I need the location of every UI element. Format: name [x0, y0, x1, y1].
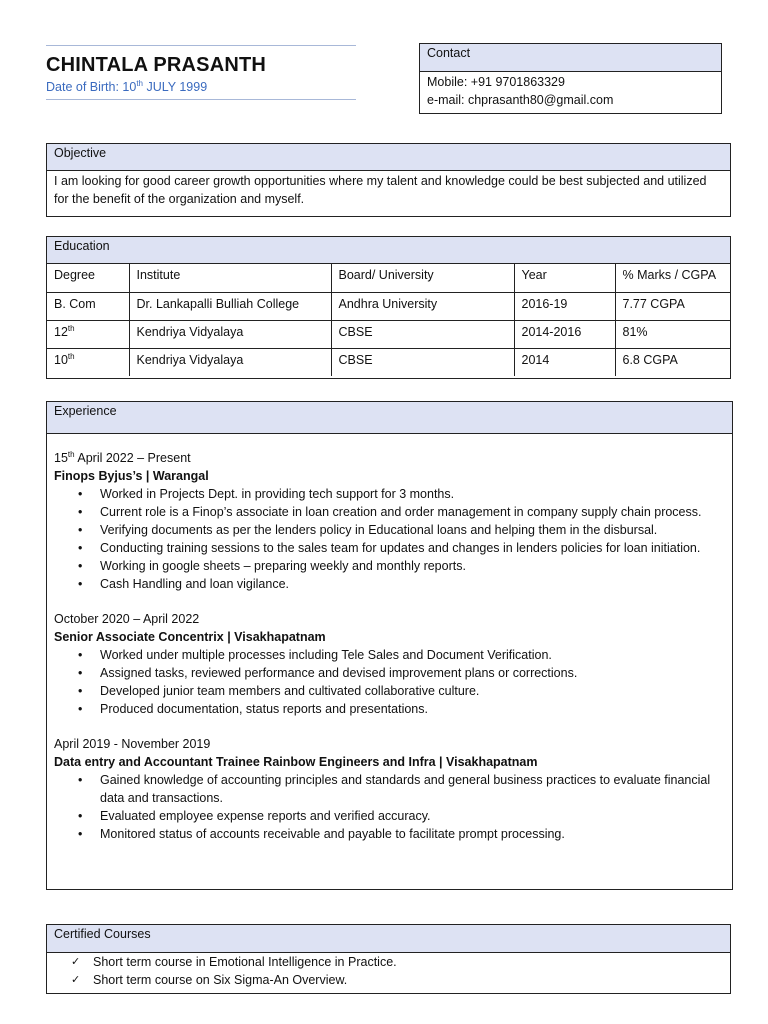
cell-marks: 81%	[615, 320, 730, 348]
list-item: • Worked in Projects Dept. in providing tech support for 3 months.	[100, 485, 725, 503]
list-item: • Working in google sheets – preparing weekly and monthly reports.	[100, 557, 725, 575]
cell-marks: 7.77 CGPA	[615, 292, 730, 320]
cell-degree	[47, 320, 129, 348]
objective-title: Objective	[47, 144, 730, 171]
list-item: • Current role is a Finop’s associate in loan creation and order management in company supply chain process.	[100, 503, 725, 521]
contact-title: Contact	[420, 44, 721, 72]
col-header-marks: % Marks / CGPA	[615, 264, 730, 292]
header-top-rule	[46, 45, 356, 46]
cell-marks: 6.8 CGPA	[615, 348, 730, 376]
job-role: Finops Byjus’s | Warangal	[54, 469, 209, 483]
period-sup: th	[67, 449, 75, 459]
period-text: April 2022 – Present	[74, 451, 191, 465]
job-bullets	[54, 646, 725, 718]
contact-email: e-mail: chprasanth80@gmail.com	[427, 93, 614, 107]
experience-title: Experience	[47, 402, 732, 434]
cell-institute: Dr. Lankapalli Bulliah College	[129, 292, 331, 320]
job-period	[54, 610, 725, 628]
header-bottom-rule	[46, 99, 356, 100]
cell-year: 2014	[514, 348, 615, 376]
cell-institute: Kendriya Vidyalaya	[129, 320, 331, 348]
list-item: • Verifying documents as per the lenders policy in Educational loans and helping them in the disbursal.	[100, 521, 725, 539]
cell-board: CBSE	[331, 348, 514, 376]
dob-sup: th	[136, 78, 143, 88]
period-text: October 2020 – April 2022	[54, 612, 200, 626]
job-bullets	[54, 771, 725, 843]
list-item: • Worked under multiple processes including Tele Sales and Document Verification.	[100, 646, 725, 664]
list-item: • Developed junior team members and cultivated collaborative culture.	[100, 682, 725, 700]
list-item: • Cash Handling and loan vigilance.	[100, 575, 725, 593]
degree-text: 12	[54, 324, 68, 339]
col-header-board: Board/ University	[331, 264, 514, 292]
candidate-name: CHINTALA PRASANTH	[46, 54, 267, 76]
date-of-birth	[46, 80, 207, 94]
cell-degree	[47, 292, 129, 320]
courses-list	[47, 953, 730, 989]
col-header-institute: Institute	[129, 264, 331, 292]
cell-institute: Kendriya Vidyalaya	[129, 348, 331, 376]
list-item: • Assigned tasks, reviewed performance and devised improvement plans or corrections.	[100, 664, 725, 682]
table-row	[47, 348, 730, 376]
list-item: ✓ Short term course on Six Sigma-An Overview.	[93, 971, 730, 989]
col-header-year: Year	[514, 264, 615, 292]
education-box	[46, 236, 731, 379]
cell-year: 2014-2016	[514, 320, 615, 348]
list-item: • Gained knowledge of accounting principles and standards and general business practices to evaluate financial data and transactions.	[100, 771, 725, 807]
degree-sup: th	[67, 323, 75, 333]
education-table	[47, 264, 730, 376]
period-text: April 2019 - November 2019	[54, 737, 211, 751]
courses-box	[46, 924, 731, 994]
dob-suffix: JULY 1999	[143, 80, 208, 94]
contact-box	[419, 43, 722, 114]
education-header-row	[47, 264, 730, 292]
list-item: • Produced documentation, status reports and presentations.	[100, 700, 725, 718]
table-row	[47, 292, 730, 320]
cell-board: Andhra University	[331, 292, 514, 320]
list-item: • Monitored status of accounts receivable and payable to facilitate prompt processing.	[100, 825, 725, 843]
courses-title: Certified Courses	[47, 925, 730, 953]
job-role: Data entry and Accountant Trainee Rainbow Engineers and Infra | Visakhapatnam	[54, 755, 538, 769]
list-item: • Evaluated employee expense reports and verified accuracy.	[100, 807, 725, 825]
cell-board: CBSE	[331, 320, 514, 348]
list-item: ✓ Short term course in Emotional Intelligence in Practice.	[93, 953, 730, 971]
experience-box	[46, 401, 733, 890]
dob-prefix: Date of Birth: 10	[46, 80, 137, 94]
period-text: 15	[54, 451, 68, 465]
degree-text: 10	[54, 352, 68, 367]
objective-box	[46, 143, 731, 217]
objective-text: I am looking for good career growth opportunities where my talent and knowledge could be best subjected and utilized for the benefit of the organization and myself.	[54, 174, 707, 206]
degree-text: B. Com	[54, 296, 96, 311]
experience-body	[47, 434, 732, 843]
list-item: • Conducting training sessions to the sales team for updates and changes in lenders policies for loan initiation.	[100, 539, 725, 557]
job-role: Senior Associate Concentrix | Visakhapatnam	[54, 630, 326, 644]
contact-mobile: Mobile: +91 9701863329	[427, 75, 565, 89]
job-period	[54, 735, 725, 753]
col-header-degree: Degree	[47, 264, 129, 292]
job-period	[54, 449, 725, 467]
cell-year: 2016-19	[514, 292, 615, 320]
education-title: Education	[47, 237, 730, 264]
cell-degree	[47, 348, 129, 376]
table-row	[47, 320, 730, 348]
job-bullets	[54, 485, 725, 593]
degree-sup: th	[67, 351, 75, 361]
